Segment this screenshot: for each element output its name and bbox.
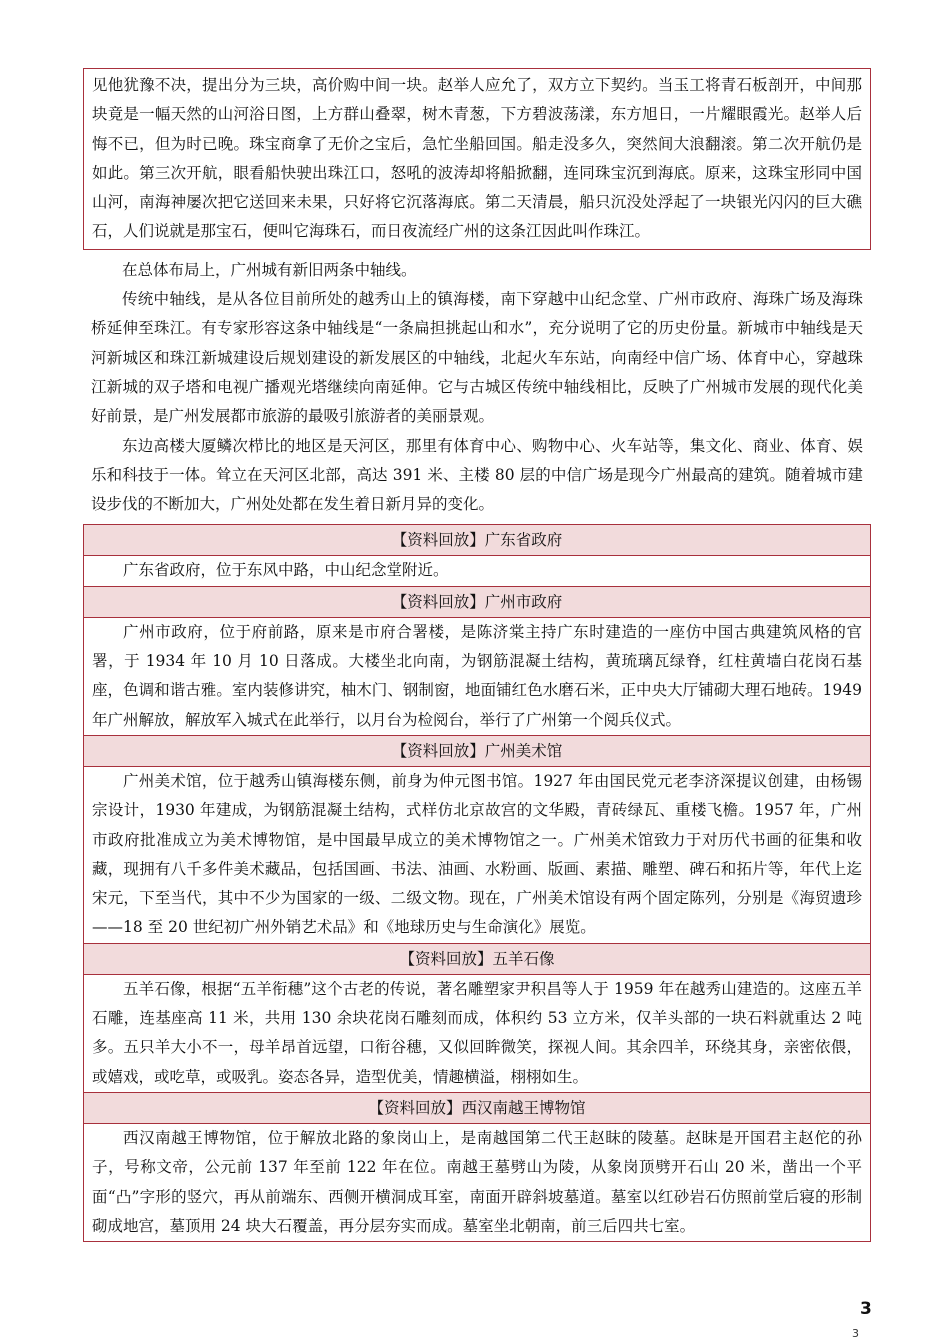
paragraph-traditional-axis: 传统中轴线，是从各位目前所处的越秀山上的镇海楼，南下穿越中山纪念堂、广州市政府、海珠广场及海珠桥延伸至珠江。有专家形容这条中轴线是“一条扁担挑起山和水”，充分说明了它的历史份量。新城市中轴线是天河新城区和珠江新城建设后规划建设的新发展区的中轴线，北起火车东站，向南经中信广场、体育中心，穿越珠江新城的双子塔和电视广播观光塔继续向南延伸。它与古城区传统中轴线相比，反映了广州城市发展的现代化美好前景，是广州发展都市旅游的最吸引旅游者的美丽景观。 [91, 290, 863, 426]
section-text: 广州美术馆，位于越秀山镇海楼东侧，前身为仲元图书馆。1927 年由国民党元老李济深提议创建，由杨锡宗设计，1930 年建成，为钢筋混凝土结构，式样仿北京故宫的文华殿，青砖绿瓦、重楼飞檐。1957 年，广州市政府批准成立为美术博物馆，是中国最早成立的美术博物馆之一。广州美术馆致力于对历代书画的征集和收藏，现拥有八千多件美术藏品，包括国画、书法、油画、水粉画、版画、素描、雕塑、碑石和拓片等，年代上迄宋元，下至当代，其中不少为国家的一级、二级文物。现在，广州美术馆设有两个固定陈列，分别是《海贸遗珍——18 至 20 世纪初广州外销艺术品》和《地球历史与生命演化》展览。 [92, 771, 862, 937]
section-text: 五羊石像，根据“五羊衔穗”这个古老的传说，著名雕塑家尹积昌等人于 1959 年在越秀山建造的。这座五羊石雕，连基座高 11 米，共用 130 余块花岗石雕刻而成，体积约 53 立方米，仅羊头部的一块石料就重达 2 吨多。五只羊大小不一，母羊昂首远望，口衔谷穗，又似回眸微笑，探视人间。其余四羊，环绕其身，亲密依偎，或嬉戏，或吃草，或吸乳。姿态各异，造型优美，情趣横溢，栩栩如生。 [92, 979, 862, 1086]
legend-story-text: 见他犹豫不决，提出分为三块，高价购中间一块。赵举人应允了，双方立下契约。当玉工将青石板剖开，中间那块竟是一幅天然的山河浴日图，上方群山叠翠，树木青葱，下方碧波荡漾，东方旭日，一片耀眼霞光。赵举人后悔不已，但为时已晚。珠宝商拿了无价之宝后，急忙坐船回国。船走没多久，突然间大浪翻滚。第二次开航仍是如此。第三次开航，眼看船快驶出珠江口，怒吼的波涛却将船掀翻，连同珠宝沉到海底。原来，这珠宝形同中国山河，南海神屡次把它送回来未果，只好将它沉落海底。第二天清晨，船只沉没处浮起了一块银光闪闪的巨大礁石，人们说就是那宝石，便叫它海珠石，而日夜流经广州的这条江因此叫作珠江。 [92, 76, 862, 241]
section-header-art-museum: 【资料回放】广州美术馆 [84, 735, 871, 766]
section-header-nanyue-museum: 【资料回放】西汉南越王博物馆 [84, 1092, 871, 1123]
axis-description [83, 250, 871, 522]
page-number: 3 [860, 1299, 872, 1319]
section-header-city-gov: 【资料回放】广州市政府 [84, 586, 871, 617]
section-text: 广州市政府，位于府前路，原来是市府合署楼，是陈济棠主持广东时建造的一座仿中国古典建筑风格的官署，于 1934 年 10 月 10 日落成。大楼坐北向南，为钢筋混凝土结构，黄琉璃瓦绿脊，红柱黄墙白花岗石基座，色调和谐古雅。室内装修讲究，柚木门、钢制窗，地面铺红色水磨石米，正中央大厅铺砌大理石地砖。1949 年广州解放，解放军入城式在此举行，以月台为检阅台，举行了广州第一个阅兵仪式。 [92, 622, 862, 729]
section-header-provincial-gov: 【资料回放】广东省政府 [84, 525, 871, 556]
section-body-nanyue-museum [84, 1123, 871, 1241]
section-text: 广东省政府，位于东风中路，中山纪念堂附近。 [123, 561, 449, 580]
section-header-five-rams: 【资料回放】五羊石像 [84, 943, 871, 974]
legend-box [83, 68, 871, 250]
paragraph-layout: 在总体布局上，广州城有新旧两条中轴线。 [122, 260, 417, 279]
paragraph-tianhe: 东边高楼大厦鳞次栉比的地区是天河区，那里有体育中心、购物中心、火车站等，集文化、商业、体育、娱乐和科技于一体。耸立在天河区北部，高达 391 米、主楼 80 层的中信广场是现今广州最高的建筑。随着城市建设步伐的不断加大，广州处处都在发生着日新月异的变化。 [91, 436, 863, 514]
section-text: 西汉南越王博物馆，位于解放北路的象岗山上，是南越国第二代王赵眜的陵墓。赵眜是开国君主赵佗的孙子，号称文帝，公元前 137 年至前 122 年在位。南越王墓劈山为陵，从象岗顶劈开石山 20 米，凿出一个平面“凸”字形的竖穴，再从前端东、西侧开横洞成耳室，南面开辟斜坡墓道。墓室以红砂岩石仿照前堂后寝的形制砌成地宫，墓顶用 24 块大石覆盖，再分层夯实而成。墓室坐北朝南，前三后四共七室。 [92, 1128, 862, 1235]
section-body-provincial-gov [84, 556, 871, 586]
section-body-five-rams [84, 974, 871, 1092]
section-body-art-museum [84, 766, 871, 943]
document-page [83, 68, 871, 1242]
page-number-footer: 3 [852, 1327, 859, 1340]
section-body-city-gov [84, 617, 871, 735]
info-table [83, 524, 871, 1242]
